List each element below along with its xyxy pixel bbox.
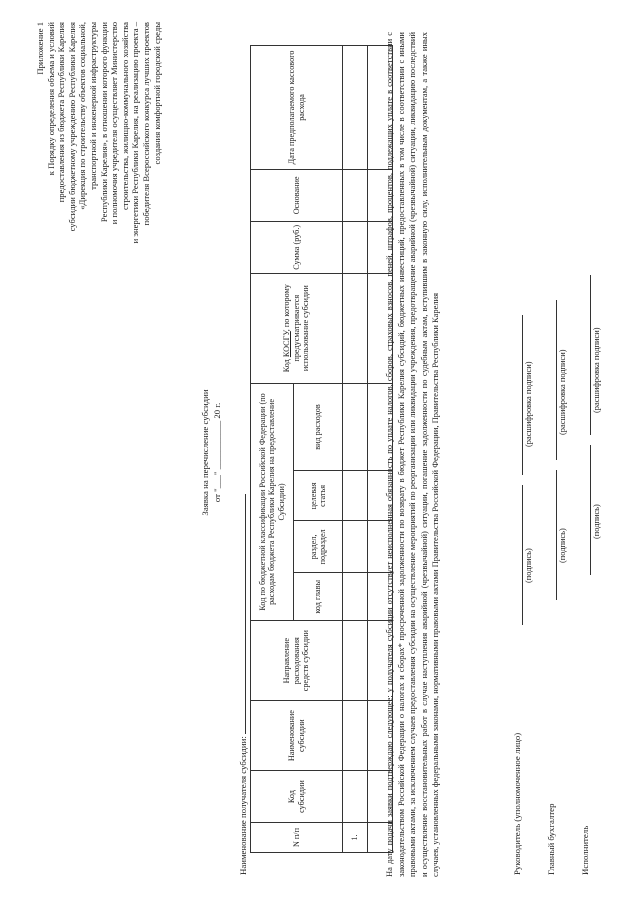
cell-name[interactable] xyxy=(343,701,368,771)
header-num: N п/п xyxy=(251,823,343,853)
signature-caption: (подпись) xyxy=(524,548,533,583)
cell-sum[interactable] xyxy=(343,221,368,273)
header-sum: Сумма (руб.) xyxy=(251,221,343,273)
signature-decoding-caption: (расшифровка подписи) xyxy=(592,327,601,413)
cell-basis[interactable] xyxy=(343,169,368,221)
appendix-line: предоставления из бюджета Республики Карелия xyxy=(56,22,67,203)
cell-code[interactable] xyxy=(343,771,368,823)
appendix-line: Республики Карелия», в отношении которого функции xyxy=(98,22,109,223)
cell-num: 1. xyxy=(343,823,368,853)
header-direction: Направление расходования средств субсидии xyxy=(251,621,343,701)
appendix-line: и энергетики Республики Карелия, на реализацию проекта – xyxy=(130,22,141,244)
appendix-line: «Дирекция по строительству объектов социальной, xyxy=(77,22,88,210)
header-expense-type: вид расходов xyxy=(294,383,343,471)
signature-caption: (подпись) xyxy=(592,504,601,539)
header-article: целевая статья xyxy=(294,471,343,521)
signature-label: Руководитель (уполномоченное лицо) xyxy=(512,732,522,875)
document-title: Заявка на перечисление субсидии xyxy=(200,389,210,516)
cell-chapter-code[interactable] xyxy=(343,573,368,621)
cell-direction[interactable] xyxy=(343,621,368,701)
signature-decoding-line[interactable] xyxy=(522,315,523,475)
header-name: Наименование субсидии xyxy=(251,701,343,771)
signature-decoding-line[interactable] xyxy=(590,275,591,435)
header-section: раздел, подраздел xyxy=(294,521,343,573)
header-kosgu-suffix: , по которому предусматривается использование субсидии xyxy=(282,284,311,372)
signature-line[interactable] xyxy=(590,445,591,575)
appendix-line: транспортной и инженерной инфраструктуры xyxy=(87,22,98,190)
subsidy-table xyxy=(250,45,393,853)
appendix-line: Приложение 1 xyxy=(35,22,45,75)
table-row xyxy=(343,46,368,853)
header-budget-classification: Код по бюджетной классификации Российской Федерации (по расходам бюджета Республики Карелия на предоставление Субсидии) xyxy=(251,383,294,621)
cell-kosgu[interactable] xyxy=(343,273,368,383)
cell-date[interactable] xyxy=(343,46,368,170)
header-code: Код субсидии xyxy=(251,771,343,823)
cell-expense-type[interactable] xyxy=(343,383,368,471)
appendix-header xyxy=(35,22,162,462)
signature-decoding-caption: (расшифровка подписи) xyxy=(524,361,533,447)
confirmation-paragraph: На дату подачи заявки подтверждаю следующее: у получателя субсидии отсутствует неисполненная обязанность по уплате налогов, сборов, страховых взносов, пеней, штрафов, процентов, подлежащих уплате в соответствии с законодательством Российской Федерации о налогах и сборах* просроченной задолженности по возврату в бюджет Республики Карелия субсидий, бюджетных инвестиций, предоставленных в том числе в соответствии с иными правовыми актами, за исключением случаев предоставления субсидии на осуществление мероприятий по реорганизации или ликвидации учреждения, предотвращение аварийной (чрезвычайной) ситуации, ликвидацию последствий и осуществление восстановительных работ в случае наступления аварийной (чрезвычайной) ситуации, погашение задолженности по судебным актам, вступившим в законную силу, исполнительным документам, а также иных случаев, установленных федеральными законами, нормативными правовыми актами Правительства Российской Федерации, Правительства Республики Карелия xyxy=(384,32,441,877)
cell-section[interactable] xyxy=(343,521,368,573)
header-basis: Основание xyxy=(251,169,343,221)
appendix-line: создания комфортной городской среды xyxy=(151,22,162,165)
signature-line[interactable] xyxy=(556,470,557,600)
appendix-line: субсидии бюджетному учреждению Республики Карелия xyxy=(66,22,77,232)
signature-decoding-caption: (расшифровка подписи) xyxy=(558,349,567,435)
signature-decoding-line[interactable] xyxy=(556,300,557,460)
recipient-blank-line[interactable] xyxy=(237,494,246,734)
recipient-label: Наименование получателя субсидии: xyxy=(238,736,248,875)
header-kosgu xyxy=(251,273,343,383)
header-chapter-code: код главы xyxy=(294,573,343,621)
appendix-line: и полномочия учредителя осуществляет Министерство xyxy=(109,22,120,225)
header-kosgu-abbr: КОСГУ xyxy=(282,331,292,358)
document-date-line: от "___" ___________ 20 г. xyxy=(212,402,222,503)
appendix-line: строительства, жилищно-коммунального хозяйства xyxy=(119,22,130,211)
signature-caption: (подпись) xyxy=(558,528,567,563)
header-kosgu-prefix: Код xyxy=(282,357,292,373)
cell-article[interactable] xyxy=(343,471,368,521)
recipient-field xyxy=(237,494,248,875)
signature-label: Исполнитель xyxy=(580,825,590,875)
appendix-line: к Порядку определения объема и условий xyxy=(45,22,56,176)
signature-line[interactable] xyxy=(522,485,523,625)
signature-label: Главный бухгалтер xyxy=(546,803,556,875)
header-date: Дата предполагаемого кассового расхода xyxy=(251,46,343,170)
appendix-line: победителя Всероссийского конкурса лучших проектов xyxy=(140,22,151,226)
